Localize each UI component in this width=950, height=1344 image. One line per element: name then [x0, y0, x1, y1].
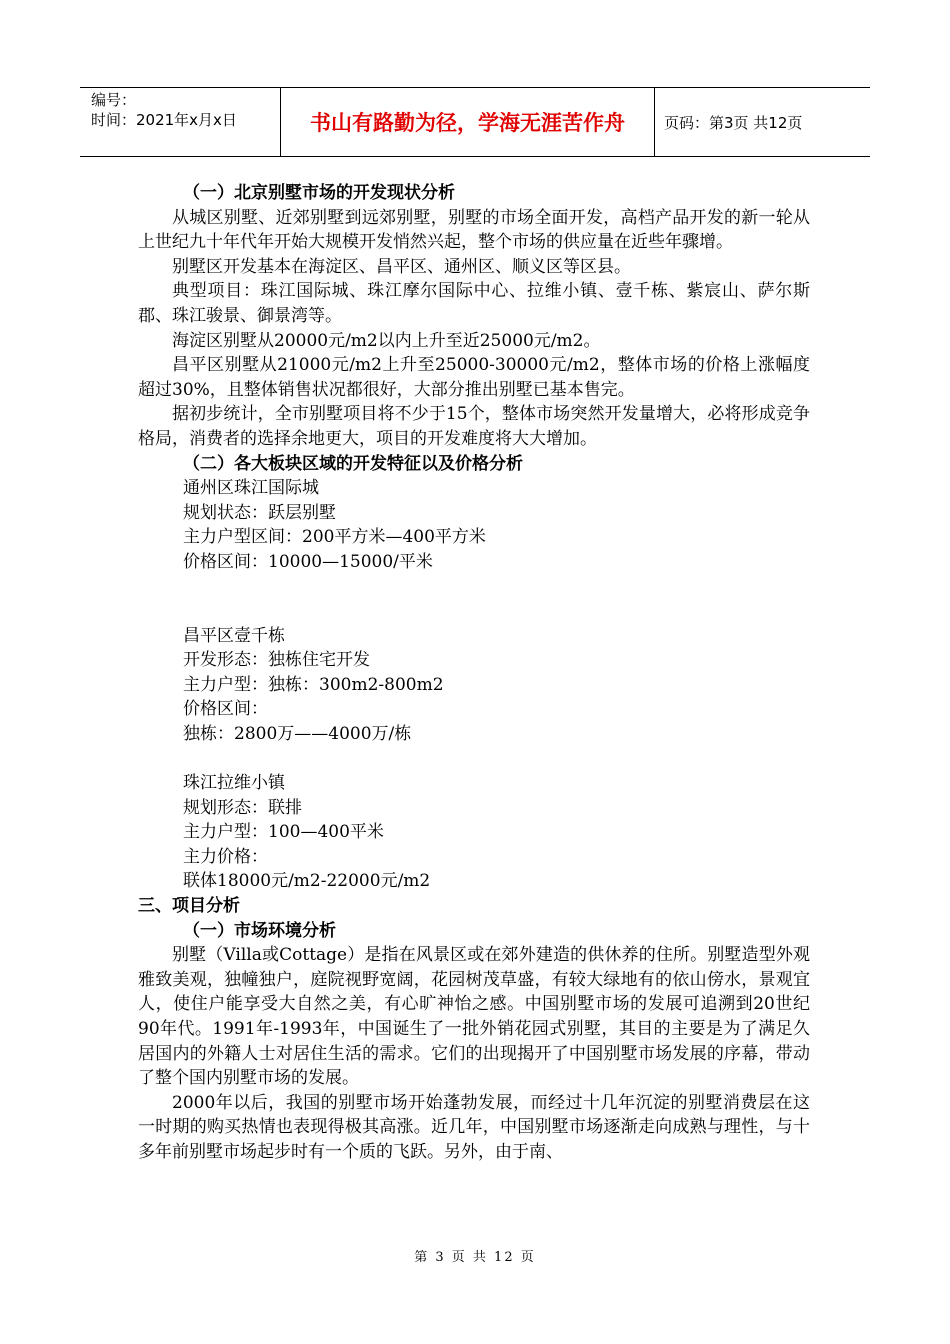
project-detail: 主力户型：独栋：300m2-800m2 — [183, 674, 444, 695]
section-heading-project: 三、项目分析 — [138, 896, 240, 917]
paragraph: 从城区别墅、近郊别墅到远郊别墅，别墅的市场全面开发，高档产品开发的新一轮从上世纪九十年代年开始大规模开发悄然兴起，整个市场的供应量在近些年骤增。 — [138, 207, 810, 253]
header-page-info: 页码：第3页 共12页 — [664, 113, 803, 132]
project-detail: 价格区间：10000—15000/平米 — [183, 551, 433, 572]
project-name: 通州区珠江国际城 — [183, 478, 319, 499]
document-body — [138, 181, 810, 1165]
project-detail: 独栋：2800万——4000万/栋 — [183, 723, 412, 744]
header-motto: 书山有路勤为径，学海无涯苦作舟 — [281, 88, 655, 156]
page-header-table — [80, 87, 870, 157]
project-detail: 主力户型区间：200平方米—400平方米 — [183, 527, 486, 548]
project-detail: 联体18000元/m2-22000元/m2 — [183, 871, 431, 892]
spacer — [138, 746, 810, 771]
project-detail: 价格区间： — [183, 699, 268, 720]
page-footer: 第 3 页 共 12 页 — [414, 1250, 536, 1265]
project-name: 珠江拉维小镇 — [183, 773, 285, 794]
paragraph: 昌平区别墅从21000元/m2上升至25000-30000元/m2，整体市场的价格上涨幅度超过30%，且整体销售状况都很好，大部分推出别墅已基本售完。 — [138, 355, 810, 400]
document-time-label: 时间：2021年x月x日 — [91, 111, 237, 129]
header-meta-cell — [80, 88, 281, 156]
paragraph: 别墅区开发基本在海淀区、昌平区、通州区、顺义区等区县。 — [172, 256, 631, 277]
document-number-label: 编号： — [91, 91, 137, 109]
section-subheading-market: （一）市场环境分析 — [183, 920, 336, 941]
section-heading-regions: （二）各大板块区域的开发特征以及价格分析 — [183, 453, 523, 474]
project-name: 昌平区壹千栋 — [183, 625, 285, 646]
section-heading-beijing: （一）北京别墅市场的开发现状分析 — [183, 183, 455, 203]
project-detail: 开发形态：独栋住宅开发 — [183, 650, 370, 671]
paragraph: 海淀区别墅从20000元/m2以内上升至近25000元/m2。 — [172, 330, 601, 351]
spacer — [138, 575, 810, 624]
paragraph: 2000年以后，我国的别墅市场开始蓬勃发展，而经过十几年沉淀的别墅消费层在这一时期的购买热情也表现得极其高涨。近几年，中国别墅市场逐渐走向成熟与理性，与十多年前别墅市场起步时有一个质的飞跃。另外，由于南、 — [138, 1092, 810, 1162]
paragraph: 别墅（Villa或Cottage）是指在风景区或在郊外建造的供休养的住所。别墅造型外观雅致美观，独幢独户，庭院视野宽阔，花园树茂草盛，有较大绿地有的依山傍水，景观宜人，使住户能享受大自然之美，有心旷神怡之感。中国别墅市场的发展可追溯到20世纪90年代。1991年-1993年，中国诞生了一批外销花园式别墅，其目的主要是为了满足久居国内的外籍人士对居住生活的需求。它们的出现揭开了中国别墅市场发展的序幕，带动了整个国内别墅市场的发展。 — [138, 945, 810, 1089]
paragraph: 典型项目：珠江国际城、珠江摩尔国际中心、拉维小镇、壹千栋、紫宸山、萨尔斯郡、珠江骏景、御景湾等。 — [138, 281, 810, 326]
project-detail: 规划状态：跃层别墅 — [183, 502, 336, 523]
project-detail: 主力户型：100—400平米 — [183, 822, 384, 843]
project-detail: 规划形态：联排 — [183, 797, 302, 818]
paragraph: 据初步统计，全市别墅项目将不少于15个，整体市场突然开发量增大，必将形成竞争格局，消费者的选择余地更大，项目的开发难度将大大增加。 — [138, 404, 810, 449]
project-detail: 主力价格： — [183, 846, 268, 867]
